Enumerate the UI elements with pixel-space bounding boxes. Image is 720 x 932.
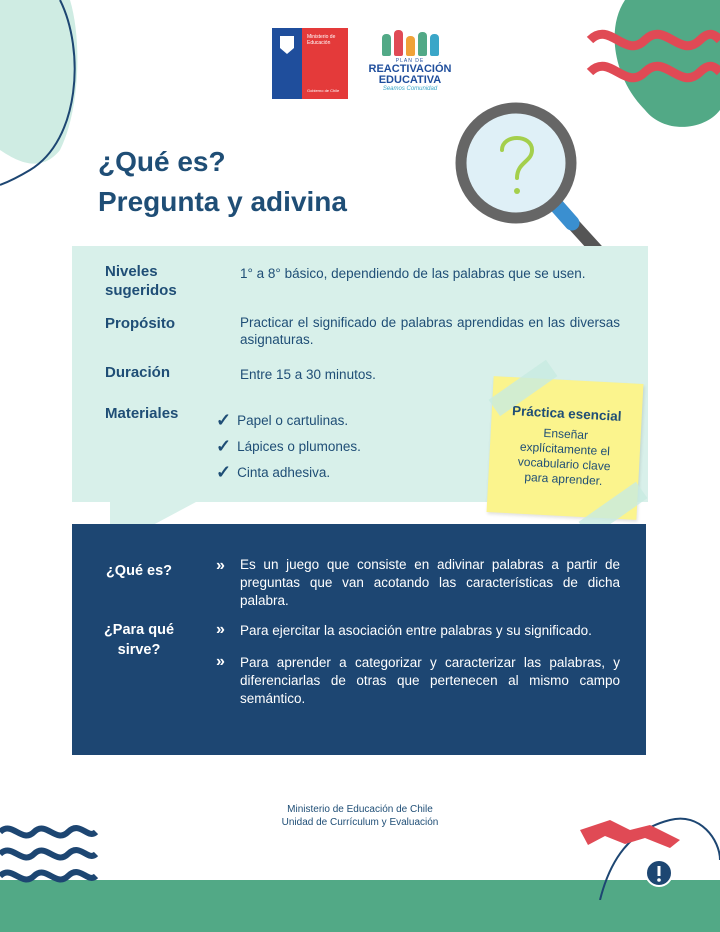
materials-item [216,436,361,457]
footer-line: Unidad de Currículum y Evaluación [281,817,439,828]
double-chevron-right-icon: » [216,653,225,670]
materiales-label: Materiales [105,405,179,422]
double-chevron-right-icon: » [216,621,225,638]
top-left-blob [0,0,90,190]
logo-text: Educación [307,40,331,46]
materials-item-text: Lápices o plumones. [237,439,361,454]
proposito-text: Practicar el significado de palabras aprendidas en las diversas asignaturas. [240,315,620,347]
materials-item-text: Cinta adhesiva. [237,465,331,480]
logo-text: Ministerio de [307,34,336,40]
sticky-body: Enseñar explícitamente el vocabulario clave para aprender. [517,425,611,488]
plan-reactivacion-logo [368,28,452,92]
para-que-item: Para aprender a categorizar y caracterizar las palabras, y diferenciarlas de otras que pertenecen al mismo campo semántico. [240,655,620,706]
check-icon: ✓ [216,410,232,430]
logo-text: PLAN DE [395,58,425,64]
logo-text: REACTIVACIÓN [368,63,452,75]
check-icon: ✓ [216,462,232,482]
que-es-label: ¿Qué es? [105,563,173,579]
materials-item [216,462,330,483]
logo-text: EDUCATIVA [378,74,442,86]
label-line: sirve? [117,642,161,658]
que-es-text: Es un juego que consiste en adivinar palabras a partir de preguntas que van acotando las características de dicha palabra. [240,557,620,608]
niveles-label [105,262,177,300]
double-chevron-right-icon: » [216,557,225,574]
materials-item [216,410,348,431]
duracion-label: Duración [105,364,171,381]
para-que-item: Para ejercitar la asociación entre palabras y su significado. [240,623,592,638]
label-line: sugeridos [105,282,177,299]
footer-line: Ministerio de Educación de Chile [287,804,433,815]
ministerio-logo [272,28,348,99]
page-title [98,142,347,222]
label-line: ¿Para qué [103,622,175,638]
niveles-text: 1° a 8° básico, dependiendo de las palabras que se usen. [240,266,586,281]
materials-item-text: Papel o cartulinas. [237,413,349,428]
proposito-label: Propósito [105,315,175,332]
label-line: Niveles [105,263,158,280]
check-icon: ✓ [216,436,232,456]
title-line: ¿Qué es? [98,146,226,177]
sticky-title: Práctica esencial [511,403,622,424]
para-que-label [94,620,184,660]
hands-icon [368,28,452,56]
magnifying-glass-question-icon [454,98,619,268]
duracion-text: Entre 15 a 30 minutos. [240,367,376,382]
exclamation-icon [645,859,673,887]
logo-text: Gobierno de Chile [307,88,340,93]
bottom-left-waves [0,820,100,900]
title-line: Pregunta y adivina [98,186,347,217]
logo-text: Seamos Comunidad [382,86,438,92]
